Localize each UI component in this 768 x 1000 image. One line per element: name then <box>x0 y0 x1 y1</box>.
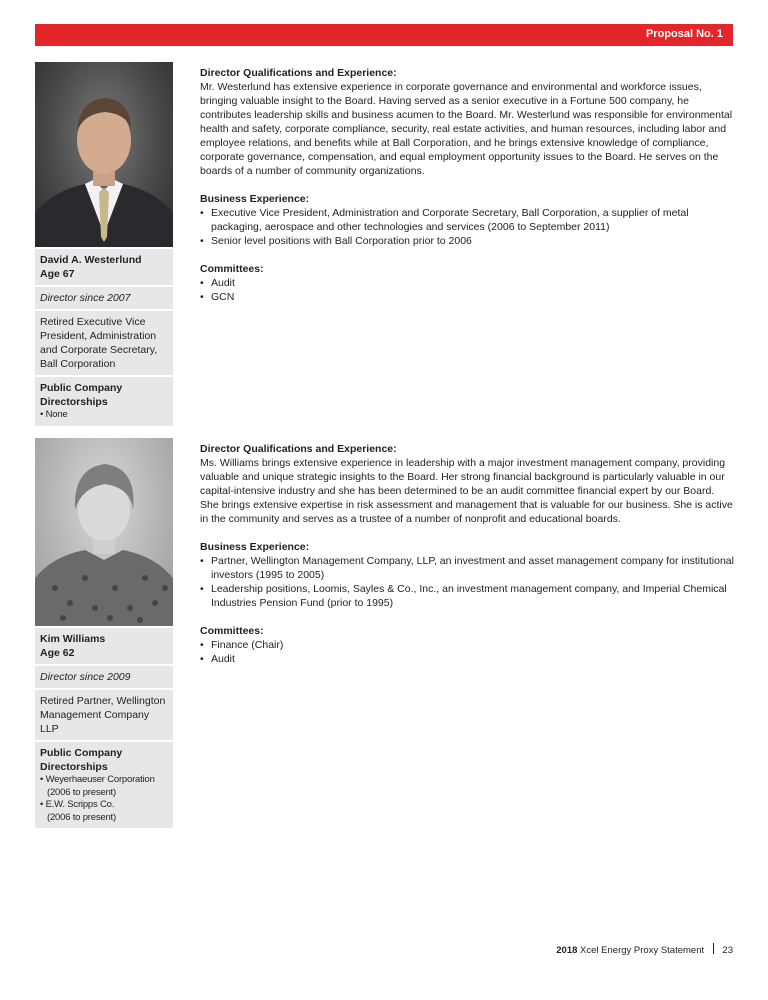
business-experience-item: • Senior level positions with Ball Corporation prior to 2006 <box>200 234 735 248</box>
business-experience-section <box>200 192 735 248</box>
qualifications-text: Ms. Williams brings extensive experience in leadership with a major investment management company, providing valuable and unique strategic insights to the Board. Her strong financial background is particularly valuable in our capital-intensive industry and she has been determined to be an audit committee financial expert by our Board. She brings extensive expertise in risk assessment and management that is valuable for our business. She is active in the community and serves as a trustee of a number of nonprofit and educational boards. <box>200 457 733 525</box>
director-sidebar <box>35 62 173 426</box>
business-experience-heading: Business Experience: <box>200 193 310 205</box>
director-since: Director since 2009 <box>40 671 131 683</box>
committees-section <box>200 262 735 304</box>
committee-item: • Finance (Chair) <box>200 638 735 652</box>
committees-section <box>200 624 735 666</box>
director-name: Kim Williams <box>40 633 106 645</box>
public-directorships-block <box>35 742 173 828</box>
header-bar <box>35 24 733 46</box>
director-since-block <box>35 287 173 309</box>
public-directorship-item: • E.W. Scripps Co. <box>40 799 115 810</box>
director-age: Age 67 <box>40 268 75 280</box>
director-age: Age 62 <box>40 647 75 659</box>
committees-heading: Committees: <box>200 263 264 275</box>
business-experience-heading: Business Experience: <box>200 541 310 553</box>
public-directorships-title: Public Company Directorships <box>40 382 123 408</box>
director-name-block <box>35 628 173 664</box>
director-photo <box>35 438 173 626</box>
business-experience-section <box>200 540 735 610</box>
director-role-block <box>35 690 173 740</box>
qualifications-heading: Director Qualifications and Experience: <box>200 443 397 455</box>
committees-heading: Committees: <box>200 625 264 637</box>
footer-year: 2018 <box>556 945 578 956</box>
qualifications-section <box>200 66 735 178</box>
public-directorships-block <box>35 377 173 426</box>
qualifications-section <box>200 442 735 526</box>
public-directorship-item: • None <box>40 409 68 420</box>
public-directorships-title: Public Company Directorships <box>40 747 123 773</box>
director-role: Retired Executive Vice President, Administration and Corporate Secretary, Ball Corporation <box>40 316 158 370</box>
committee-item: • Audit <box>200 276 735 290</box>
qualifications-heading: Director Qualifications and Experience: <box>200 67 397 79</box>
business-experience-item: • Executive Vice President, Administration and Corporate Secretary, Ball Corporation, a supplier of metal packaging, aerospace and other technologies and services (2006 to September 2011) <box>200 206 735 234</box>
director-since: Director since 2007 <box>40 292 131 304</box>
public-directorship-term: (2006 to present) <box>47 811 116 823</box>
director-name: David A. Westerlund <box>40 254 142 266</box>
business-experience-item: • Partner, Wellington Management Company, LLP, an investment and asset management company for institutional investors (1995 to 2005) <box>200 554 735 582</box>
director-since-block <box>35 666 173 688</box>
business-experience-item: • Leadership positions, Loomis, Sayles & Co., Inc., an investment management company, and Imperial Chemical Industries Pension Fund (prior to 1995) <box>200 582 735 610</box>
director-role-block <box>35 311 173 375</box>
footer-title: Xcel Energy Proxy Statement <box>580 945 705 956</box>
director-content <box>200 442 735 680</box>
director-sidebar <box>35 438 173 828</box>
qualifications-text: Mr. Westerlund has extensive experience in corporate governance and environmental and workforce issues, bringing valuable insight to the Board. Having served as a senior executive in a Fortune 500 company, he contributes leadership skills and business acumen to the Board. Mr. Westerlund was responsible for environmental health and safety, corporate compliance, security, real estate activities, and human resources, including labor and employee relations, and benefits while at Ball Corporation, and he brings extensive knowledge of compliance, corporate governance, compensation, and equal employment opportunity issues to the Board. He serves on the boards of a number of community organizations. <box>200 81 733 177</box>
public-directorship-term: (2006 to present) <box>47 786 116 798</box>
director-photo <box>35 62 173 247</box>
page-number: 23 <box>722 945 733 956</box>
page-footer <box>556 943 733 956</box>
proposal-label: Proposal No. 1 <box>645 28 723 40</box>
committee-item: • GCN <box>200 290 735 304</box>
public-directorship-item: • Weyerhaeuser Corporation <box>40 774 155 785</box>
director-name-block <box>35 249 173 285</box>
footer-divider <box>713 943 714 954</box>
director-content <box>200 66 735 318</box>
committee-item: • Audit <box>200 652 735 666</box>
director-role: Retired Partner, Wellington Management Company LLP <box>40 695 166 735</box>
